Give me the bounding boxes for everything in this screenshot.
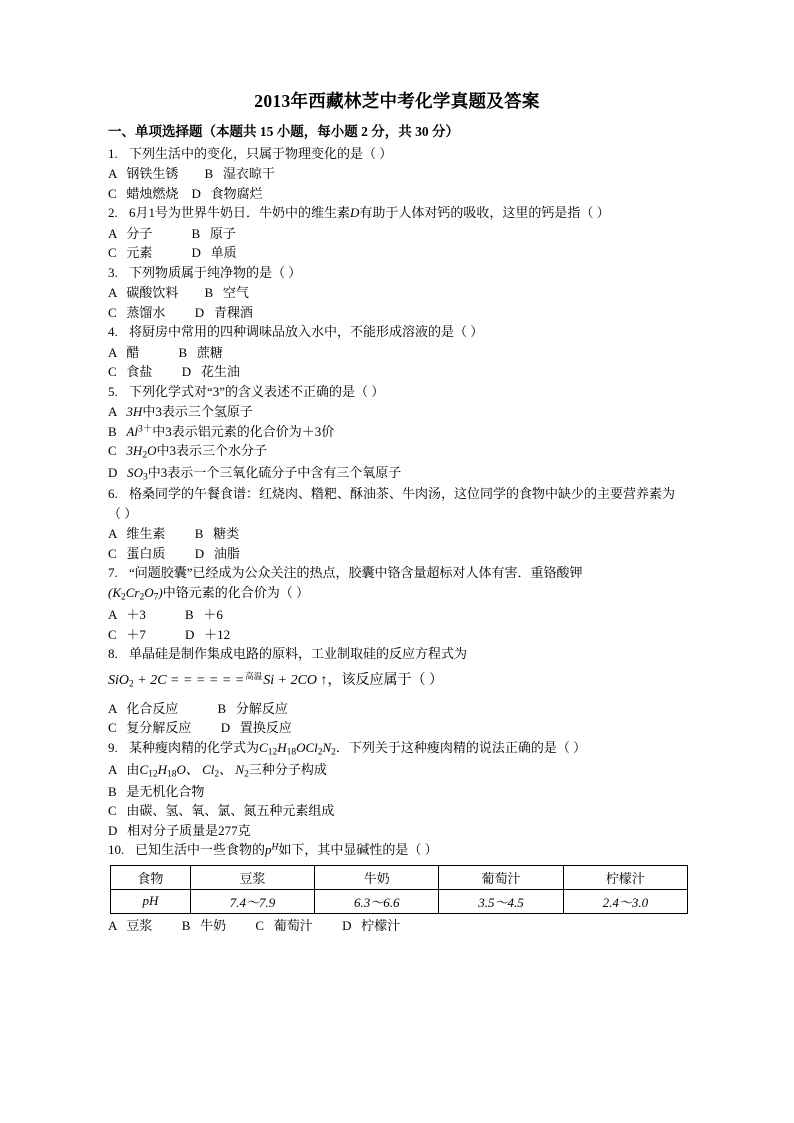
- table-header-category: 食物: [111, 865, 191, 889]
- question-number: 10.: [108, 842, 125, 858]
- formula-option-a: C12H18O、 Cl2、 N2: [139, 762, 249, 780]
- option-label-a: A: [108, 762, 117, 778]
- option-label-d: D: [181, 364, 192, 380]
- option-row: [108, 362, 686, 382]
- option-text-d[interactable]: 油脂: [213, 545, 240, 561]
- option-text-a[interactable]: 三种分子构成: [248, 762, 327, 778]
- option-label-b: B: [204, 285, 214, 301]
- option-label-a: A: [108, 917, 117, 933]
- question-2-options: [108, 224, 686, 263]
- question-stem-line2: [108, 583, 686, 605]
- option-row: [108, 224, 686, 244]
- question-5-options: [108, 402, 686, 484]
- option-text-c[interactable]: 元素: [126, 245, 153, 261]
- option-text-a[interactable]: ＋3: [126, 607, 146, 623]
- option-row: [108, 303, 686, 323]
- table-cell-milk-ph: 6.3～6.6: [315, 889, 439, 913]
- option-text-b[interactable]: 中3表示铝元素的化合价为＋3价: [152, 423, 335, 439]
- question-6-options: [108, 524, 686, 563]
- question-text-prefix: 已知生活中一些食物的: [135, 842, 266, 858]
- question-4: [108, 322, 686, 342]
- option-text-c[interactable]: 葡萄汁: [273, 917, 313, 933]
- option-label-b: B: [178, 344, 188, 360]
- question-10-options: [108, 916, 686, 936]
- question-6: [108, 484, 686, 523]
- option-label-b: B: [194, 526, 204, 542]
- question-10: [108, 840, 686, 860]
- question-stem: [108, 144, 686, 164]
- option-row: [108, 699, 686, 719]
- question-stem: [108, 382, 686, 402]
- equation-tail: ，该反应属于（ ）: [327, 672, 444, 688]
- option-label-d: D: [191, 245, 201, 261]
- option-text-b[interactable]: 糖类: [213, 526, 240, 542]
- option-label-a: A: [108, 344, 117, 360]
- page-title: 2013年西藏林芝中考化学真题及答案: [254, 91, 540, 111]
- option-row: [108, 821, 686, 841]
- option-text-d[interactable]: 柠檬汁: [361, 917, 401, 933]
- option-text-a[interactable]: 醋: [126, 344, 140, 360]
- option-row: [108, 343, 686, 363]
- question-9-options: [108, 760, 686, 840]
- question-number: 9.: [108, 739, 118, 755]
- section-heading: 一、单项选择题（本题共 15 小题，每小题 2 分，共 30 分）: [108, 124, 459, 139]
- question-7-options: [108, 605, 686, 644]
- formula-ph: $p^H$: [265, 842, 279, 858]
- option-text-a[interactable]: 碳酸饮料: [126, 285, 179, 301]
- question-4-options: [108, 343, 686, 382]
- option-label-c: C: [108, 803, 117, 819]
- option-label-d: D: [194, 545, 205, 561]
- option-text-d[interactable]: 花生油: [200, 364, 240, 380]
- option-label-d: D: [194, 304, 205, 320]
- question-text-2: 中铬元素的化合价为（ ）: [162, 584, 309, 600]
- equation-condition: 高温: [245, 671, 263, 682]
- option-text-b[interactable]: 蔗糖: [196, 344, 223, 360]
- option-label-d: D: [220, 720, 231, 735]
- option-row: [108, 625, 686, 645]
- option-label-d: D: [191, 185, 201, 201]
- option-text-c[interactable]: 蛋白质: [126, 545, 166, 561]
- table-header-soymilk: 豆浆: [190, 865, 314, 889]
- question-7: [108, 563, 686, 604]
- option-row: [108, 916, 686, 936]
- question-text-prefix: 某种瘦肉精的化学式为: [129, 739, 260, 755]
- option-label-c: C: [255, 917, 265, 933]
- option-label-a: A: [108, 700, 117, 716]
- table-cell-grapejuice-ph: 3.5～4.5: [439, 889, 563, 913]
- question-stem: [108, 263, 686, 283]
- table-header-milk: 牛奶: [315, 865, 439, 889]
- question-1-options: [108, 164, 686, 203]
- question-stem: [108, 840, 686, 860]
- question-text: 下列化学式对“3”的含义表述不正确的是（ ）: [129, 383, 385, 399]
- question-9: [108, 738, 686, 760]
- option-label-a: A: [108, 526, 117, 542]
- question-stem: [108, 484, 686, 523]
- option-label-c: C: [108, 443, 117, 459]
- question-text-part2: 有助于人体对钙的吸收，这里的钙是指（ ）: [359, 205, 610, 221]
- option-row: [108, 463, 686, 485]
- question-3: [108, 263, 686, 283]
- question-number: 2.: [108, 205, 118, 221]
- formula-so3: SO3: [127, 464, 148, 483]
- option-text-a[interactable]: 维生素: [126, 526, 166, 542]
- question-stem: [108, 644, 686, 664]
- option-row: [108, 544, 686, 564]
- option-text-b[interactable]: 空气: [222, 285, 249, 301]
- option-text-b[interactable]: 湿衣晾干: [222, 166, 275, 182]
- question-text: 下列物质属于纯净物的是（ ）: [129, 264, 302, 280]
- formula-3h2o: 3H2O: [126, 443, 157, 461]
- option-text-c[interactable]: 蒸馏水: [126, 304, 166, 320]
- question-number: 3.: [108, 264, 118, 280]
- option-row: [108, 441, 686, 463]
- option-row: [108, 718, 686, 738]
- option-text-b[interactable]: ＋6: [203, 607, 223, 623]
- option-label-b: B: [191, 225, 201, 241]
- option-label-b: B: [204, 166, 214, 182]
- question-text: 下列生活中的变化，只属于物理变化的是（ ）: [129, 145, 393, 161]
- table-header-grapejuice: 葡萄汁: [439, 865, 563, 889]
- question-text-suffix: 如下，其中显碱性的是（ ）: [278, 842, 438, 858]
- option-text-d[interactable]: 相对分子质量是277克: [127, 822, 251, 838]
- option-label-d: D: [108, 464, 118, 480]
- option-label-c: C: [108, 720, 117, 735]
- table-cell-ph-label: pH: [111, 889, 191, 913]
- question-number: 5.: [108, 383, 118, 399]
- option-text-c[interactable]: 中3表示三个水分子: [156, 443, 267, 459]
- formula-k2cr2o7: (K2Cr2O7): [108, 584, 163, 603]
- option-row: [108, 184, 686, 204]
- option-text-a[interactable]: 分子: [126, 225, 153, 241]
- formula-al3plus: $Al^{3+}$: [126, 423, 153, 439]
- equation-right: Si + 2CO ↑: [263, 672, 328, 688]
- option-label-b: B: [108, 423, 117, 439]
- option-text-a[interactable]: 豆浆: [126, 917, 153, 933]
- question-number: 4.: [108, 324, 118, 340]
- equation-left: SiO2 + 2C = = = = = =: [108, 672, 245, 690]
- option-row: [108, 402, 686, 422]
- option-label-c: C: [108, 245, 117, 261]
- formula-3h: 3H: [126, 404, 143, 420]
- option-text-d[interactable]: 青稞酒: [213, 304, 253, 320]
- option-label-c: C: [108, 185, 117, 201]
- question-5: [108, 382, 686, 402]
- option-label-c: C: [108, 545, 117, 561]
- option-label-b: B: [217, 700, 227, 716]
- option-label-a: A: [108, 607, 117, 623]
- option-text-c[interactable]: 食盐: [126, 364, 153, 380]
- table-row: [111, 865, 688, 889]
- question-8: [108, 644, 686, 664]
- option-row: [108, 164, 686, 184]
- option-text-d[interactable]: 食物腐烂: [210, 185, 263, 201]
- option-text-d[interactable]: 单质: [210, 245, 237, 261]
- question-number: 6.: [108, 486, 118, 502]
- option-text-c[interactable]: 由碳、氢、氧、氯、氮五种元素组成: [126, 803, 335, 819]
- option-text-a[interactable]: 中3表示三个氢原子: [142, 404, 253, 420]
- option-label-b: B: [181, 917, 191, 933]
- vitamin-d-symbol: D: [350, 205, 360, 221]
- question-stem: [108, 563, 686, 583]
- option-label-d: D: [184, 626, 195, 642]
- question-3-options: [108, 283, 686, 322]
- option-text-d[interactable]: 中3表示一个三氧化硫分子中含有三个氧原子: [147, 464, 402, 480]
- question-8-options: [108, 699, 686, 738]
- table-cell-soymilk-ph: 7.4～7.9: [190, 889, 314, 913]
- option-row: [108, 605, 686, 625]
- option-label-d: D: [108, 822, 118, 838]
- option-label-c: C: [108, 364, 117, 380]
- option-row: [108, 524, 686, 544]
- option-text-b[interactable]: 原子: [209, 225, 236, 241]
- option-label-a: A: [108, 166, 117, 182]
- option-text-d[interactable]: ＋12: [204, 626, 231, 642]
- ph-table: [110, 865, 688, 914]
- option-label-a: A: [108, 225, 117, 241]
- option-text-c[interactable]: 复分解反应: [126, 720, 192, 735]
- table-cell-lemonjuice-ph: 2.4～3.0: [563, 889, 687, 913]
- question-number: 1.: [108, 145, 118, 161]
- question-text: 将厨房中常用的四种调味品放入水中，不能形成溶液的是（ ）: [129, 324, 484, 340]
- option-row: [108, 422, 686, 442]
- option-label-c: C: [108, 626, 117, 642]
- option-text-c[interactable]: ＋7: [126, 626, 146, 642]
- question-stem: [108, 203, 686, 223]
- option-text-b[interactable]: 是无机化合物: [126, 783, 205, 799]
- question-text: 单晶硅是制作集成电路的原料，工业制取硅的反应方程式为: [129, 646, 468, 662]
- question-stem: [108, 322, 686, 342]
- option-text-a-prefix: 由: [126, 762, 140, 778]
- option-label-b: B: [108, 783, 117, 799]
- question-number: 8.: [108, 646, 118, 662]
- question-text: 格桑同学的午餐食谱：红烧肉、糌粑、酥油茶、牛肉汤，这位同学的食物中缺少的主要营养素为（ ）: [108, 486, 676, 521]
- question-number: 7.: [108, 565, 118, 581]
- question-stem: [108, 738, 686, 760]
- option-row: [108, 782, 686, 802]
- option-text-a[interactable]: 化合反应: [126, 700, 179, 716]
- option-text-b[interactable]: 牛奶: [200, 917, 227, 933]
- option-label-b: B: [184, 607, 194, 623]
- question-text-suffix: ．下列关于这种瘦肉精的说法正确的是（ ）: [335, 739, 587, 755]
- option-label-d: D: [342, 917, 352, 933]
- question-1: [108, 144, 686, 164]
- option-label-a: A: [108, 285, 117, 301]
- question-text: “问题胶囊”已经成为公众关注的热点，胶囊中铬含量超标对人体有害．重铬酸钾: [129, 565, 583, 581]
- table-header-lemonjuice: 柠檬汁: [563, 865, 687, 889]
- option-label-c: C: [108, 304, 117, 320]
- question-2: [108, 203, 686, 223]
- formula-clenbuterol: C12H18OCl2N2: [259, 739, 336, 757]
- option-text-b[interactable]: 分解反应: [235, 700, 288, 716]
- option-text-a[interactable]: 钢铁生锈: [126, 166, 179, 182]
- option-row: [108, 760, 686, 782]
- option-text-d[interactable]: 置换反应: [239, 720, 292, 735]
- option-row: [108, 243, 686, 263]
- option-row: [108, 283, 686, 303]
- option-row: [108, 801, 686, 821]
- table-row: [111, 889, 688, 913]
- question-text-part1: 6月1号为世界牛奶日．牛奶中的维生素: [129, 205, 351, 221]
- option-text-c[interactable]: 蜡烛燃烧: [126, 185, 179, 201]
- option-label-a: A: [108, 404, 117, 420]
- equation-line: [108, 670, 686, 693]
